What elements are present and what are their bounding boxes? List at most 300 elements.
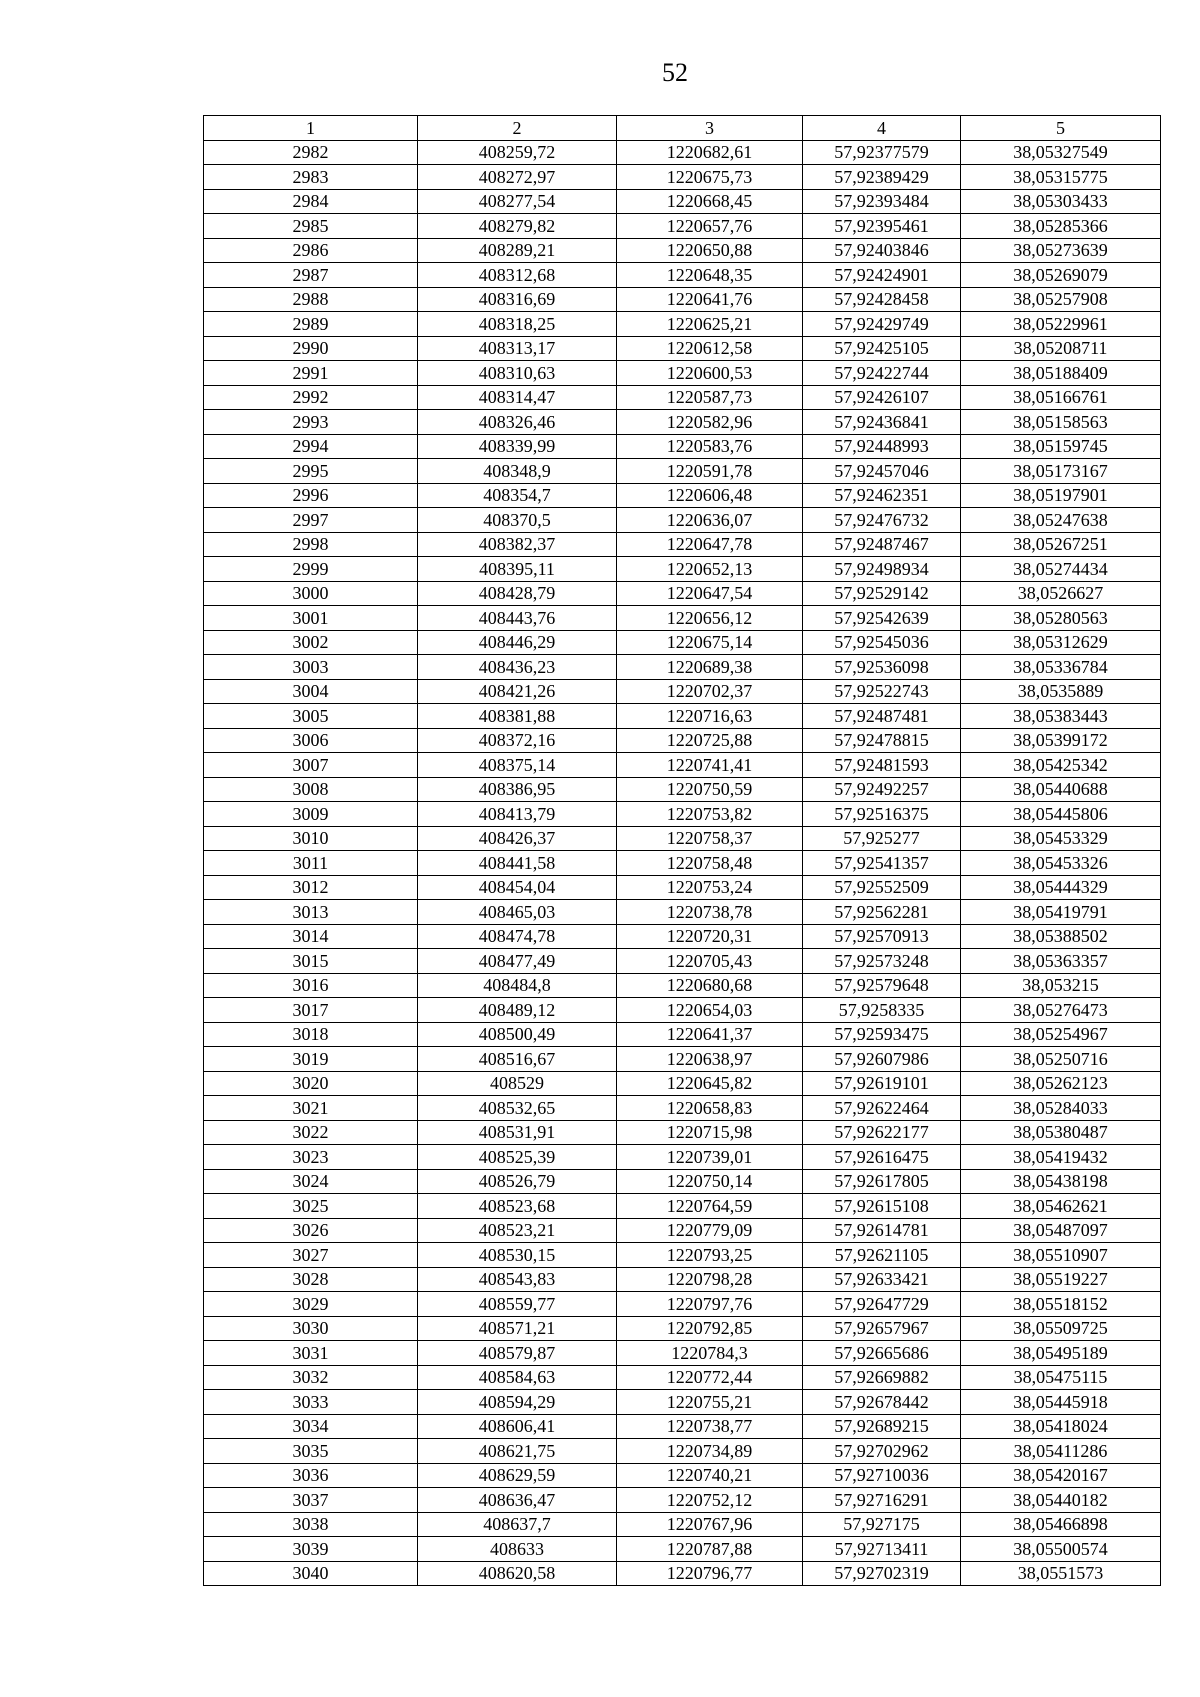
y-coordinate-cell: 1220793,25 [617, 1243, 803, 1268]
x-coordinate-cell: 408465,03 [418, 900, 617, 925]
longitude-cell: 38,05208711 [961, 336, 1161, 361]
longitude-cell: 38,05327549 [961, 140, 1161, 165]
latitude-cell: 57,92552509 [803, 875, 961, 900]
y-coordinate-cell: 1220647,78 [617, 532, 803, 557]
longitude-cell: 38,05380487 [961, 1120, 1161, 1145]
x-coordinate-cell: 408395,11 [418, 557, 617, 582]
latitude-cell: 57,92522743 [803, 679, 961, 704]
latitude-cell: 57,92702962 [803, 1439, 961, 1464]
x-coordinate-cell: 408579,87 [418, 1341, 617, 1366]
table-row [204, 1243, 1161, 1268]
x-coordinate-cell: 408386,95 [418, 777, 617, 802]
latitude-cell: 57,92702319 [803, 1561, 961, 1586]
point-number-cell: 2995 [204, 459, 418, 484]
point-number-cell: 3024 [204, 1169, 418, 1194]
column-header-4: 4 [803, 116, 961, 141]
point-number-cell: 2986 [204, 238, 418, 263]
point-number-cell: 2985 [204, 214, 418, 239]
y-coordinate-cell: 1220583,76 [617, 434, 803, 459]
column-header-5: 5 [961, 116, 1161, 141]
point-number-cell: 3012 [204, 875, 418, 900]
x-coordinate-cell: 408477,49 [418, 949, 617, 974]
y-coordinate-cell: 1220767,96 [617, 1512, 803, 1537]
longitude-cell: 38,05273639 [961, 238, 1161, 263]
table-row [204, 1194, 1161, 1219]
point-number-cell: 3010 [204, 826, 418, 851]
longitude-cell: 38,05303433 [961, 189, 1161, 214]
x-coordinate-cell: 408279,82 [418, 214, 617, 239]
latitude-cell: 57,92541357 [803, 851, 961, 876]
longitude-cell: 38,05284033 [961, 1096, 1161, 1121]
table-row [204, 1414, 1161, 1439]
point-number-cell: 3035 [204, 1439, 418, 1464]
x-coordinate-cell: 408484,8 [418, 973, 617, 998]
point-number-cell: 3028 [204, 1267, 418, 1292]
longitude-cell: 38,05419791 [961, 900, 1161, 925]
y-coordinate-cell: 1220741,41 [617, 753, 803, 778]
x-coordinate-cell: 408289,21 [418, 238, 617, 263]
table-row [204, 1267, 1161, 1292]
latitude-cell: 57,92647729 [803, 1292, 961, 1317]
table-row [204, 336, 1161, 361]
y-coordinate-cell: 1220758,37 [617, 826, 803, 851]
x-coordinate-cell: 408629,59 [418, 1463, 617, 1488]
latitude-cell: 57,92669882 [803, 1365, 961, 1390]
point-number-cell: 3011 [204, 851, 418, 876]
latitude-cell: 57,92389429 [803, 165, 961, 190]
longitude-cell: 38,05312629 [961, 630, 1161, 655]
table-row [204, 434, 1161, 459]
column-header-3: 3 [617, 116, 803, 141]
longitude-cell: 38,05420167 [961, 1463, 1161, 1488]
y-coordinate-cell: 1220739,01 [617, 1145, 803, 1170]
point-number-cell: 3005 [204, 704, 418, 729]
y-coordinate-cell: 1220625,21 [617, 312, 803, 337]
latitude-cell: 57,92542639 [803, 606, 961, 631]
y-coordinate-cell: 1220797,76 [617, 1292, 803, 1317]
y-coordinate-cell: 1220648,35 [617, 263, 803, 288]
latitude-cell: 57,92377579 [803, 140, 961, 165]
latitude-cell: 57,92481593 [803, 753, 961, 778]
table-row [204, 1169, 1161, 1194]
table-row [204, 483, 1161, 508]
longitude-cell: 38,05518152 [961, 1292, 1161, 1317]
table-row [204, 1047, 1161, 1072]
longitude-cell: 38,05418024 [961, 1414, 1161, 1439]
x-coordinate-cell: 408277,54 [418, 189, 617, 214]
point-number-cell: 2983 [204, 165, 418, 190]
y-coordinate-cell: 1220668,45 [617, 189, 803, 214]
table-row [204, 777, 1161, 802]
y-coordinate-cell: 1220689,38 [617, 655, 803, 680]
table-row [204, 753, 1161, 778]
latitude-cell: 57,92593475 [803, 1022, 961, 1047]
longitude-cell: 38,05280563 [961, 606, 1161, 631]
longitude-cell: 38,05438198 [961, 1169, 1161, 1194]
x-coordinate-cell: 408428,79 [418, 581, 617, 606]
latitude-cell: 57,92529142 [803, 581, 961, 606]
x-coordinate-cell: 408531,91 [418, 1120, 617, 1145]
latitude-cell: 57,92614781 [803, 1218, 961, 1243]
y-coordinate-cell: 1220755,21 [617, 1390, 803, 1415]
x-coordinate-cell: 408348,9 [418, 459, 617, 484]
point-number-cell: 3021 [204, 1096, 418, 1121]
y-coordinate-cell: 1220652,13 [617, 557, 803, 582]
table-row [204, 900, 1161, 925]
table-row [204, 410, 1161, 435]
longitude-cell: 38,05462621 [961, 1194, 1161, 1219]
x-coordinate-cell: 408523,68 [418, 1194, 617, 1219]
x-coordinate-cell: 408382,37 [418, 532, 617, 557]
longitude-cell: 38,05250716 [961, 1047, 1161, 1072]
table-row [204, 1561, 1161, 1586]
x-coordinate-cell: 408523,21 [418, 1218, 617, 1243]
longitude-cell: 38,05399172 [961, 728, 1161, 753]
longitude-cell: 38,05159745 [961, 434, 1161, 459]
longitude-cell: 38,05257908 [961, 287, 1161, 312]
longitude-cell: 38,05173167 [961, 459, 1161, 484]
y-coordinate-cell: 1220702,37 [617, 679, 803, 704]
latitude-cell: 57,92545036 [803, 630, 961, 655]
x-coordinate-cell: 408313,17 [418, 336, 617, 361]
y-coordinate-cell: 1220636,07 [617, 508, 803, 533]
header-row [204, 116, 1161, 141]
point-number-cell: 2994 [204, 434, 418, 459]
latitude-cell: 57,92498934 [803, 557, 961, 582]
table-row [204, 1316, 1161, 1341]
y-coordinate-cell: 1220798,28 [617, 1267, 803, 1292]
y-coordinate-cell: 1220682,61 [617, 140, 803, 165]
longitude-cell: 38,05276473 [961, 998, 1161, 1023]
point-number-cell: 3003 [204, 655, 418, 680]
x-coordinate-cell: 408516,67 [418, 1047, 617, 1072]
x-coordinate-cell: 408584,63 [418, 1365, 617, 1390]
longitude-cell: 38,05509725 [961, 1316, 1161, 1341]
table-row [204, 1218, 1161, 1243]
column-header-1: 1 [204, 116, 418, 141]
longitude-cell: 38,05254967 [961, 1022, 1161, 1047]
longitude-cell: 38,05440182 [961, 1488, 1161, 1513]
point-number-cell: 3019 [204, 1047, 418, 1072]
latitude-cell: 57,92665686 [803, 1341, 961, 1366]
table-row [204, 802, 1161, 827]
longitude-cell: 38,05419432 [961, 1145, 1161, 1170]
point-number-cell: 3007 [204, 753, 418, 778]
table-row [204, 287, 1161, 312]
longitude-cell: 38,05425342 [961, 753, 1161, 778]
point-number-cell: 3031 [204, 1341, 418, 1366]
longitude-cell: 38,05453329 [961, 826, 1161, 851]
table-row [204, 361, 1161, 386]
latitude-cell: 57,92573248 [803, 949, 961, 974]
y-coordinate-cell: 1220582,96 [617, 410, 803, 435]
x-coordinate-cell: 408441,58 [418, 851, 617, 876]
x-coordinate-cell: 408559,77 [418, 1292, 617, 1317]
latitude-cell: 57,92487467 [803, 532, 961, 557]
table-row [204, 385, 1161, 410]
latitude-cell: 57,92492257 [803, 777, 961, 802]
x-coordinate-cell: 408620,58 [418, 1561, 617, 1586]
latitude-cell: 57,92395461 [803, 214, 961, 239]
longitude-cell: 38,053215 [961, 973, 1161, 998]
y-coordinate-cell: 1220591,78 [617, 459, 803, 484]
table-row [204, 630, 1161, 655]
longitude-cell: 38,0526627 [961, 581, 1161, 606]
latitude-cell: 57,92615108 [803, 1194, 961, 1219]
table-row [204, 508, 1161, 533]
x-coordinate-cell: 408500,49 [418, 1022, 617, 1047]
point-number-cell: 3009 [204, 802, 418, 827]
latitude-cell: 57,92621105 [803, 1243, 961, 1268]
point-number-cell: 2989 [204, 312, 418, 337]
y-coordinate-cell: 1220658,83 [617, 1096, 803, 1121]
point-number-cell: 2990 [204, 336, 418, 361]
longitude-cell: 38,05315775 [961, 165, 1161, 190]
point-number-cell: 2999 [204, 557, 418, 582]
table-row [204, 949, 1161, 974]
point-number-cell: 3022 [204, 1120, 418, 1145]
x-coordinate-cell: 408426,37 [418, 826, 617, 851]
latitude-cell: 57,92516375 [803, 802, 961, 827]
point-number-cell: 3020 [204, 1071, 418, 1096]
x-coordinate-cell: 408571,21 [418, 1316, 617, 1341]
longitude-cell: 38,05411286 [961, 1439, 1161, 1464]
point-number-cell: 3018 [204, 1022, 418, 1047]
x-coordinate-cell: 408436,23 [418, 655, 617, 680]
latitude-cell: 57,92570913 [803, 924, 961, 949]
x-coordinate-cell: 408413,79 [418, 802, 617, 827]
y-coordinate-cell: 1220738,78 [617, 900, 803, 925]
latitude-cell: 57,92425105 [803, 336, 961, 361]
y-coordinate-cell: 1220715,98 [617, 1120, 803, 1145]
latitude-cell: 57,92436841 [803, 410, 961, 435]
y-coordinate-cell: 1220753,24 [617, 875, 803, 900]
table-row [204, 140, 1161, 165]
table-row [204, 924, 1161, 949]
y-coordinate-cell: 1220792,85 [617, 1316, 803, 1341]
longitude-cell: 38,05487097 [961, 1218, 1161, 1243]
point-number-cell: 3006 [204, 728, 418, 753]
y-coordinate-cell: 1220680,68 [617, 973, 803, 998]
latitude-cell: 57,92536098 [803, 655, 961, 680]
x-coordinate-cell: 408312,68 [418, 263, 617, 288]
point-number-cell: 3037 [204, 1488, 418, 1513]
column-header-2: 2 [418, 116, 617, 141]
x-coordinate-cell: 408318,25 [418, 312, 617, 337]
x-coordinate-cell: 408606,41 [418, 1414, 617, 1439]
point-number-cell: 3029 [204, 1292, 418, 1317]
x-coordinate-cell: 408529 [418, 1071, 617, 1096]
longitude-cell: 38,0535889 [961, 679, 1161, 704]
y-coordinate-cell: 1220641,37 [617, 1022, 803, 1047]
x-coordinate-cell: 408594,29 [418, 1390, 617, 1415]
coordinates-table [203, 115, 1161, 1586]
point-number-cell: 3026 [204, 1218, 418, 1243]
x-coordinate-cell: 408443,76 [418, 606, 617, 631]
y-coordinate-cell: 1220753,82 [617, 802, 803, 827]
x-coordinate-cell: 408259,72 [418, 140, 617, 165]
point-number-cell: 3036 [204, 1463, 418, 1488]
x-coordinate-cell: 408489,12 [418, 998, 617, 1023]
point-number-cell: 3039 [204, 1537, 418, 1562]
latitude-cell: 57,92616475 [803, 1145, 961, 1170]
latitude-cell: 57,92487481 [803, 704, 961, 729]
latitude-cell: 57,92424901 [803, 263, 961, 288]
table-header [204, 116, 1161, 141]
longitude-cell: 38,05229961 [961, 312, 1161, 337]
longitude-cell: 38,05188409 [961, 361, 1161, 386]
table-row [204, 581, 1161, 606]
x-coordinate-cell: 408370,5 [418, 508, 617, 533]
point-number-cell: 3030 [204, 1316, 418, 1341]
latitude-cell: 57,92678442 [803, 1390, 961, 1415]
point-number-cell: 3016 [204, 973, 418, 998]
y-coordinate-cell: 1220641,76 [617, 287, 803, 312]
x-coordinate-cell: 408474,78 [418, 924, 617, 949]
y-coordinate-cell: 1220650,88 [617, 238, 803, 263]
table-row [204, 606, 1161, 631]
x-coordinate-cell: 408421,26 [418, 679, 617, 704]
point-number-cell: 3002 [204, 630, 418, 655]
latitude-cell: 57,92579648 [803, 973, 961, 998]
y-coordinate-cell: 1220764,59 [617, 1194, 803, 1219]
latitude-cell: 57,92622464 [803, 1096, 961, 1121]
latitude-cell: 57,927175 [803, 1512, 961, 1537]
latitude-cell: 57,92622177 [803, 1120, 961, 1145]
table-row [204, 1512, 1161, 1537]
x-coordinate-cell: 408636,47 [418, 1488, 617, 1513]
y-coordinate-cell: 1220779,09 [617, 1218, 803, 1243]
y-coordinate-cell: 1220600,53 [617, 361, 803, 386]
longitude-cell: 38,05383443 [961, 704, 1161, 729]
table-row [204, 1096, 1161, 1121]
y-coordinate-cell: 1220796,77 [617, 1561, 803, 1586]
table-row [204, 826, 1161, 851]
point-number-cell: 3027 [204, 1243, 418, 1268]
longitude-cell: 38,05475115 [961, 1365, 1161, 1390]
latitude-cell: 57,92403846 [803, 238, 961, 263]
latitude-cell: 57,92428458 [803, 287, 961, 312]
y-coordinate-cell: 1220647,54 [617, 581, 803, 606]
y-coordinate-cell: 1220734,89 [617, 1439, 803, 1464]
table-row [204, 973, 1161, 998]
y-coordinate-cell: 1220772,44 [617, 1365, 803, 1390]
table-row [204, 165, 1161, 190]
table-row [204, 189, 1161, 214]
latitude-cell: 57,92716291 [803, 1488, 961, 1513]
table-row [204, 312, 1161, 337]
longitude-cell: 38,05440688 [961, 777, 1161, 802]
table-row [204, 1292, 1161, 1317]
point-number-cell: 3017 [204, 998, 418, 1023]
table-row [204, 1341, 1161, 1366]
table-row [204, 1463, 1161, 1488]
longitude-cell: 38,05510907 [961, 1243, 1161, 1268]
latitude-cell: 57,92478815 [803, 728, 961, 753]
longitude-cell: 38,05158563 [961, 410, 1161, 435]
point-number-cell: 2988 [204, 287, 418, 312]
x-coordinate-cell: 408446,29 [418, 630, 617, 655]
latitude-cell: 57,92689215 [803, 1414, 961, 1439]
point-number-cell: 2996 [204, 483, 418, 508]
x-coordinate-cell: 408316,69 [418, 287, 617, 312]
y-coordinate-cell: 1220705,43 [617, 949, 803, 974]
table-row [204, 1071, 1161, 1096]
x-coordinate-cell: 408272,97 [418, 165, 617, 190]
y-coordinate-cell: 1220654,03 [617, 998, 803, 1023]
table-row [204, 532, 1161, 557]
latitude-cell: 57,92476732 [803, 508, 961, 533]
table-row [204, 655, 1161, 680]
point-number-cell: 3008 [204, 777, 418, 802]
point-number-cell: 3013 [204, 900, 418, 925]
table-row [204, 1439, 1161, 1464]
table-row [204, 1022, 1161, 1047]
latitude-cell: 57,92457046 [803, 459, 961, 484]
latitude-cell: 57,92393484 [803, 189, 961, 214]
point-number-cell: 3023 [204, 1145, 418, 1170]
latitude-cell: 57,92657967 [803, 1316, 961, 1341]
y-coordinate-cell: 1220656,12 [617, 606, 803, 631]
y-coordinate-cell: 1220612,58 [617, 336, 803, 361]
x-coordinate-cell: 408621,75 [418, 1439, 617, 1464]
y-coordinate-cell: 1220638,97 [617, 1047, 803, 1072]
x-coordinate-cell: 408310,63 [418, 361, 617, 386]
longitude-cell: 38,05453326 [961, 851, 1161, 876]
x-coordinate-cell: 408372,16 [418, 728, 617, 753]
table-row [204, 679, 1161, 704]
point-number-cell: 2987 [204, 263, 418, 288]
point-number-cell: 3014 [204, 924, 418, 949]
longitude-cell: 38,05267251 [961, 532, 1161, 557]
latitude-cell: 57,92713411 [803, 1537, 961, 1562]
point-number-cell: 2991 [204, 361, 418, 386]
y-coordinate-cell: 1220725,88 [617, 728, 803, 753]
table-row [204, 1365, 1161, 1390]
longitude-cell: 38,05262123 [961, 1071, 1161, 1096]
longitude-cell: 38,0551573 [961, 1561, 1161, 1586]
table-row [204, 263, 1161, 288]
x-coordinate-cell: 408633 [418, 1537, 617, 1562]
latitude-cell: 57,92429749 [803, 312, 961, 337]
point-number-cell: 3034 [204, 1414, 418, 1439]
table-row [204, 557, 1161, 582]
table-row [204, 998, 1161, 1023]
table-row [204, 1537, 1161, 1562]
y-coordinate-cell: 1220738,77 [617, 1414, 803, 1439]
y-coordinate-cell: 1220787,88 [617, 1537, 803, 1562]
x-coordinate-cell: 408314,47 [418, 385, 617, 410]
point-number-cell: 3001 [204, 606, 418, 631]
y-coordinate-cell: 1220740,21 [617, 1463, 803, 1488]
table-row [204, 214, 1161, 239]
table-row [204, 1390, 1161, 1415]
point-number-cell: 2998 [204, 532, 418, 557]
point-number-cell: 2993 [204, 410, 418, 435]
table-row [204, 1120, 1161, 1145]
page-number: 52 [662, 58, 688, 87]
y-coordinate-cell: 1220716,63 [617, 704, 803, 729]
point-number-cell: 2982 [204, 140, 418, 165]
table-row [204, 459, 1161, 484]
point-number-cell: 3040 [204, 1561, 418, 1586]
latitude-cell: 57,92633421 [803, 1267, 961, 1292]
x-coordinate-cell: 408543,83 [418, 1267, 617, 1292]
point-number-cell: 2992 [204, 385, 418, 410]
point-number-cell: 2984 [204, 189, 418, 214]
point-number-cell: 3000 [204, 581, 418, 606]
x-coordinate-cell: 408526,79 [418, 1169, 617, 1194]
